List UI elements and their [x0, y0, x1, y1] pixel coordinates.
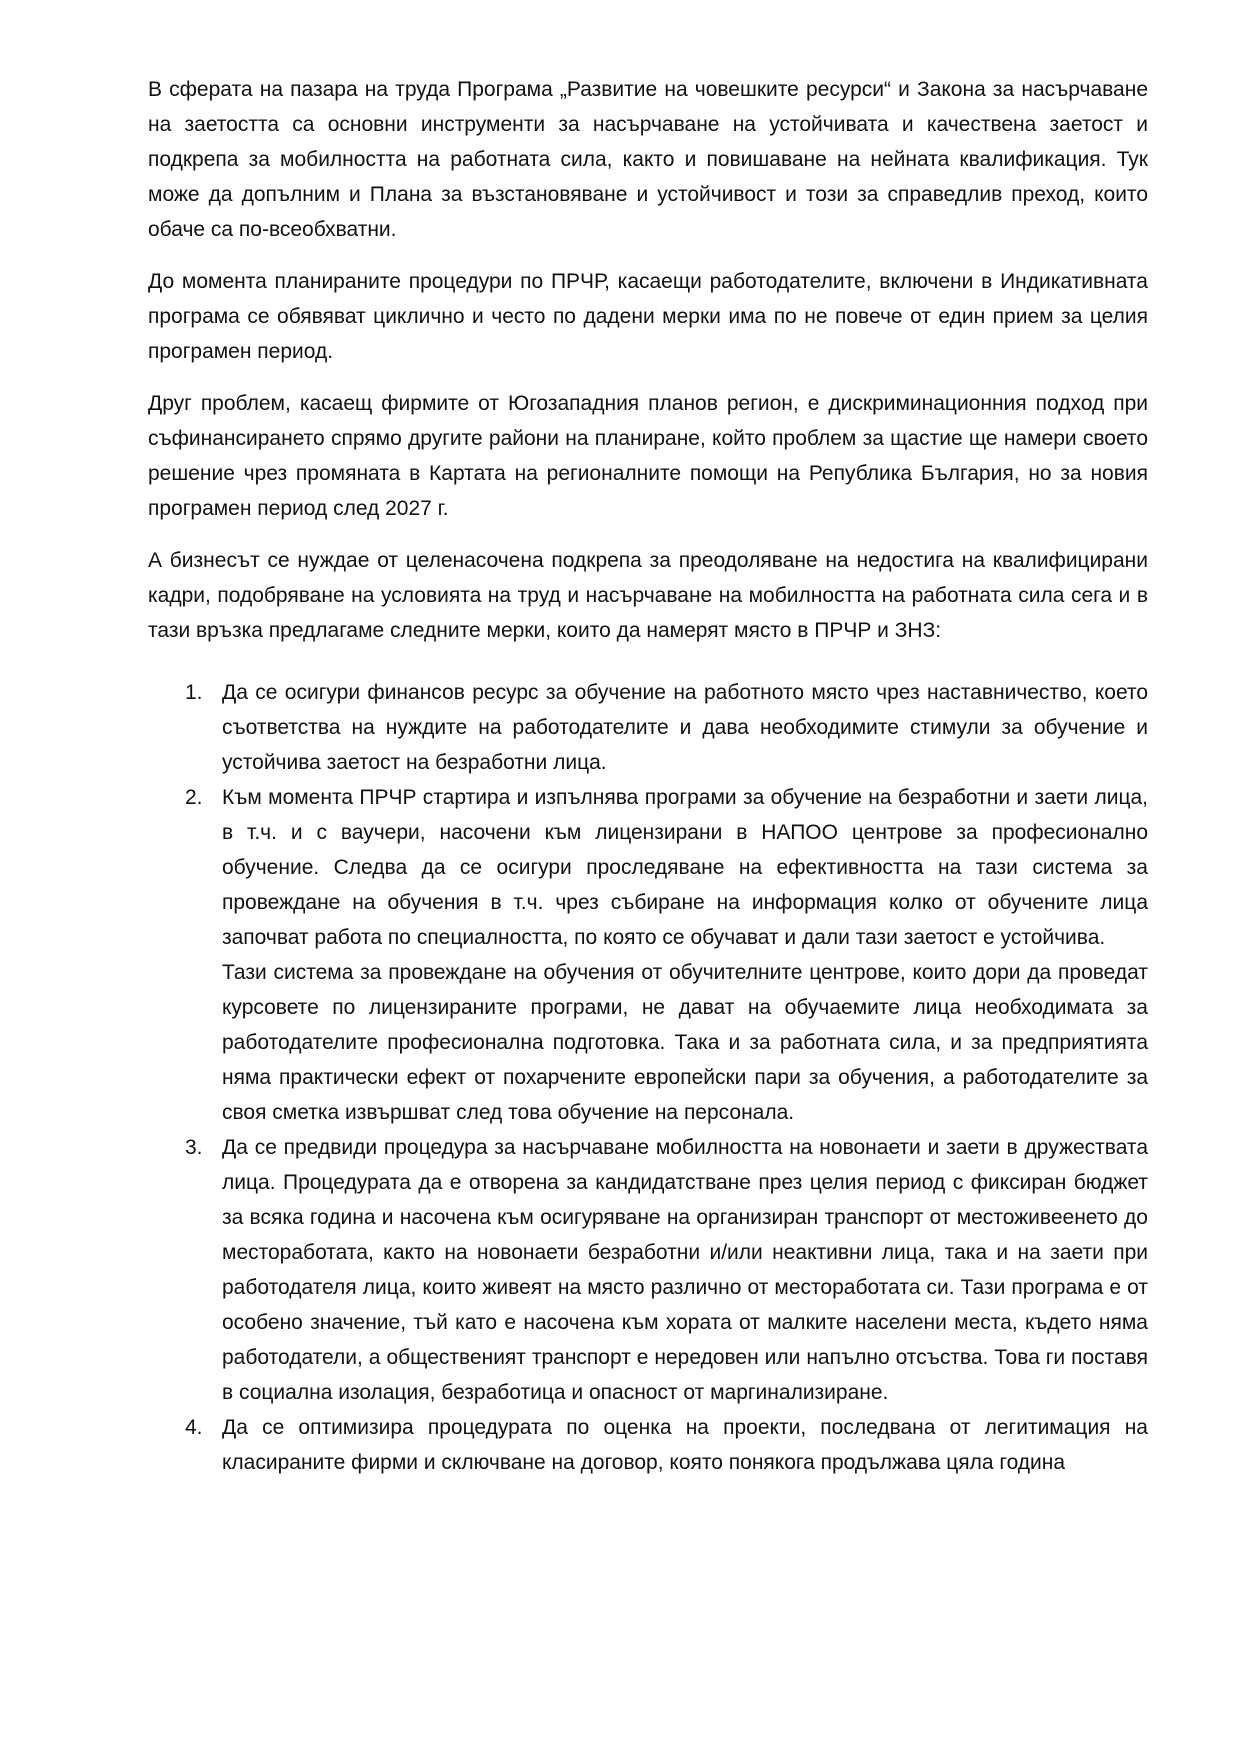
- list-item: [148, 1410, 1148, 1480]
- list-item-number: 2.: [185, 786, 203, 809]
- measures-list: [148, 675, 1148, 1480]
- list-item-subparagraph: Тази система за провеждане на обучения от обучителните центрове, които дори да проведат курсовете по лицензираните програми, не дават на обучаемите лица необходимата за работодателите професионална подготовка. Така и за работната сила, и за предприятията няма практически ефект от похарчените европейски пари за обучения, а работодателите за своя сметка извършват след това обучение на персонала.: [222, 961, 1148, 1124]
- document-page: [148, 72, 1148, 1480]
- list-item-text: Да се предвиди процедура за насърчаване мобилността на новонаети и заети в дружествата лица. Процедурата да е отворена за кандидатстване през целия период с фиксиран бюджет за всяка година и насочена към осигуряване на организиран транспорт от местоживеенето до месторaботата, както на новонаети безработни и/или неактивни лица, така и на заети при работодателя лица, които живеят на място различно от месторaботата си. Тази програма е от особено значение, тъй като е насочена към хората от малките населени места, където няма работодатели, а общественият транспорт е нередовен или напълно отсъства. Това ги поставя в социална изолация, безработица и опасност от маргинализиране.: [222, 1136, 1148, 1404]
- list-item-text: Да се оптимизира процедурата по оценка на проекти, последвана от легитимация на класираните фирми и сключване на договор, която понякога продължава цяла година: [222, 1416, 1148, 1474]
- list-item-text: Към момента ПРЧР стартира и изпълнява програми за обучение на безработни и заети лица, в т.ч. и с ваучери, насочени към лицензирани в НАПОО центрове за професионално обучение. Следва да се осигури проследяване на ефективността на тази система за провеждане на обучения в т.ч. чрез събиране на информация колко от обучените лица започват работа по специалността, по която се обучават и дали тази заетост е устойчива.: [222, 786, 1148, 949]
- list-item: [148, 675, 1148, 780]
- list-item-number: 3.: [185, 1136, 203, 1159]
- list-item: [148, 1130, 1148, 1410]
- list-item: [148, 780, 1148, 1130]
- list-item-number: 4.: [185, 1416, 203, 1439]
- paragraph-procedures: До момента планираните процедури по ПРЧР, касаещи работодателите, включени в Индикативната програма се обявяват циклично и често по дадени мерки има по не повече от един прием за целия програмен период.: [148, 270, 1148, 363]
- paragraph-southwest-region: Друг проблем, касаещ фирмите от Югозападния планов регион, е дискриминационния подход при съфинансирането спрямо другите райони на планиране, който проблем за щастие ще намери своето решение чрез промяната в Картата на регионалните помощи на Република България, но за новия програмен период след 2027 г.: [148, 392, 1148, 520]
- list-item-text: Да се осигури финансов ресурс за обучение на работното място чрез наставничество, което съответства на нуждите на работодателите и дава необходимите стимули за обучение и устойчива заетост на безработни лица.: [222, 681, 1148, 774]
- list-item-number: 1.: [185, 681, 203, 704]
- paragraph-labour-market: В сферата на пазара на труда Програма „Развитие на човешките ресурси“ и Закона за насърчаване на заетостта са основни инструменти за насърчаване на устойчивата и качествена заетост и подкрепа за мобилността на работната сила, както и повишаване на нейната квалификация. Тук може да допълним и Плана за възстановяване и устойчивост и този за справедлив преход, които обаче са по-всеобхватни.: [148, 78, 1148, 241]
- paragraph-business-needs: А бизнесът се нуждае от целенасочена подкрепа за преодоляване на недостига на квалифицирани кадри, подобряване на условията на труд и насърчаване на мобилността на работната сила сега и в тази връзка предлагаме следните мерки, които да намерят място в ПРЧР и ЗНЗ:: [148, 549, 1148, 642]
